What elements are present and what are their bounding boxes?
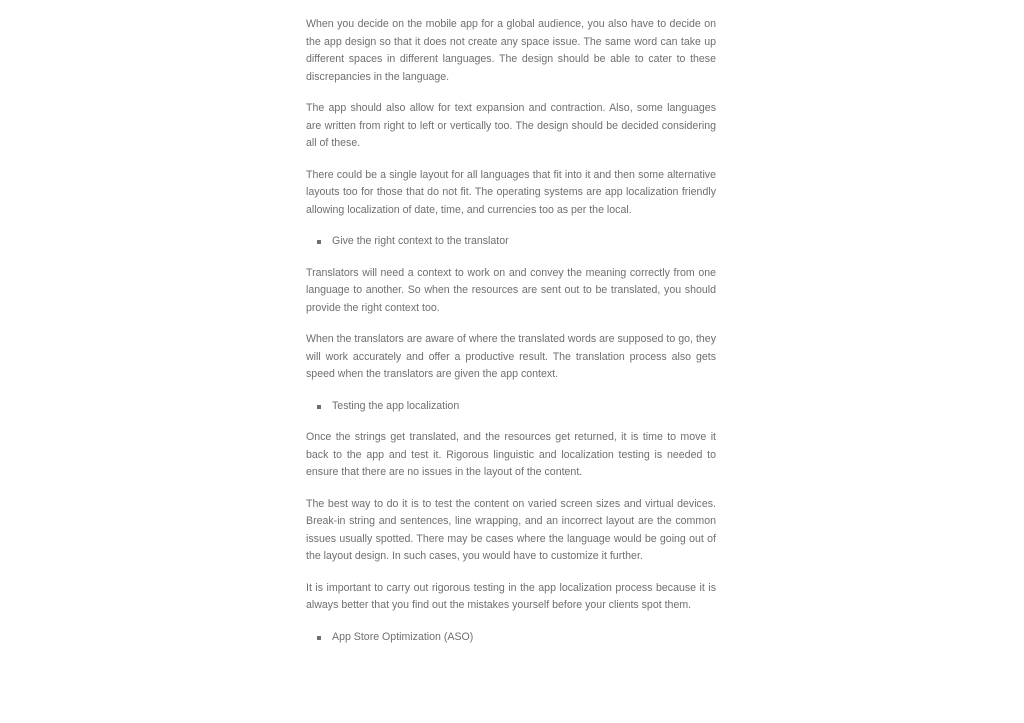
square-bullet-icon [317, 636, 321, 640]
paragraph-testing-importance: It is important to carry out rigorous testing in the app localization process because it is always better that you find out the mistakes yourself before your clients spot them. [306, 581, 716, 611]
paragraph-translator-context: Translators will need a context to work on and convey the meaning correctly from one language to another. So when the resources are sent out to be translated, you should provide the right context too. [306, 266, 716, 314]
bullet-list-testing [306, 398, 716, 416]
list-item-label: Testing the app localization [332, 399, 460, 412]
list-item-label: Give the right context to the translator [332, 235, 509, 247]
paragraph-testing-strings: Once the strings get translated, and the resources get returned, it is time to move it back to the app and test it. Rigorous linguistic and localization testing is needed to ensure that there are no issues in the layout of the content. [306, 431, 716, 478]
list-item-context [306, 233, 716, 251]
square-bullet-icon [317, 240, 321, 244]
paragraph-design-space: When you decide on the mobile app for a global audience, you also have to decide on the app design so that it does not create any space issue. The same word can take up different spaces in different languages. The design should be able to cater to these discrepancies in the language. [306, 18, 716, 83]
list-item-label: App Store Optimization (ASO) [332, 630, 474, 643]
paragraph-testing-screens: The best way to do it is to test the content on varied screen sizes and virtual devices. Break-in string and sentences, line wrapping, and an incorrect layout are the common issues usually spotted. There may be cases where the language would be going out of the layout design. In such cases, you would have to customize it further. [306, 497, 716, 562]
square-bullet-icon [317, 405, 321, 409]
article-body [306, 16, 716, 660]
bullet-list-aso [306, 629, 716, 647]
list-item-testing [306, 398, 716, 416]
bullet-list-context [306, 233, 716, 251]
paragraph-translator-aware: When the translators are aware of where the translated words are supposed to go, they will work accurately and offer a productive result. The translation process also gets speed when the translators are given the app context. [306, 333, 716, 380]
paragraph-layouts: There could be a single layout for all languages that fit into it and then some alternative layouts too for those that do not fit. The operating systems are app localization friendly allowing localization of date, time, and currencies too as per the local. [306, 168, 716, 216]
list-item-aso [306, 629, 716, 647]
paragraph-text-expansion: The app should also allow for text expansion and contraction. Also, some languages are written from right to left or vertically too. The design should be decided considering all of these. [306, 102, 716, 149]
